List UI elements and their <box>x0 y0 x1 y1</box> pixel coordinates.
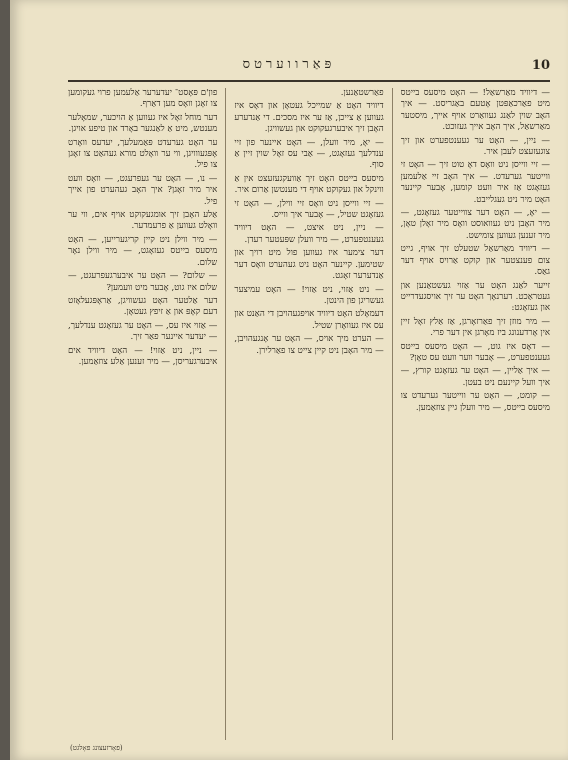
paragraph: דעמאָלט האָט דיוויד אויפגעהויבן די האַנט און עס איז געוואָרן שטיל. <box>234 309 384 331</box>
paragraph: — הערט מיך אויס, — האָט ער אָנגעהויבן, — מיר האָבן ניט קיין צייט צו פאַרלירן. <box>234 334 384 356</box>
column-left <box>68 88 217 740</box>
paragraph: ער האָט גערעדט פּאַמעלעך, יעדעס וואָרט אָפּגעווויגן, ווי ער וואָלט מורא געהאַט צו זאָגן צו פיל. <box>68 137 218 171</box>
paragraph: זייער לאַנג האָט ער אַזוי געשטאַנען און געטראַכט. דערנאָך האָט ער זיך אויסגעדרייט און געזאָגט: <box>400 280 550 314</box>
paragraph: דיוויד האָט אַ שמייכל געטאָן און דאָס איז געווען אַ צייכן, אַז ער איז מסכים. די אַנדערע האָבן זיך איבערגעקוקט און געשוויגן. <box>234 101 384 135</box>
paragraph: פון'ם פּאָסט־ יעדערער אַלעמען פרוי געקומען צו זאָגן וואָס מען דאַרף. <box>68 88 218 110</box>
paragraph: אַלע האָבן זיך אומגעקוקט אויף אים, ווי ער וואָלט געווען אַ פרעמדער. <box>68 210 218 232</box>
paragraph: — דאָס איז גוט, — האָט מיסעס בייטס געענטפערט, — אָבער ווער וועט עס טאָן? <box>400 341 550 363</box>
column-right <box>401 88 550 740</box>
text-columns <box>68 88 550 740</box>
newspaper-page <box>10 0 568 760</box>
page-number: 10 <box>531 58 550 73</box>
paragraph: — ניין, — האָט ער געענטפערט און זיך צוגעזעצט לעבן איר. <box>400 135 550 158</box>
paragraph: — איך אַליין, — האָט ער געזאָגט קורץ, — איך וועל קיינעם ניט בעטן. <box>400 366 550 388</box>
paragraph: — דיוויד מאַרשאַל! — האָט מיסעס בייטס מיט פאַרכאַפּטן אָטעם באַגריסט. — איך האָב שוין לאַנג געוואַרט אויף אייך, מיסטער מאַרשאַל, איך האָב אייך געזוכט. <box>400 88 550 133</box>
continuation-note: (פאָרזעצונג פאָלגט) <box>70 744 123 752</box>
running-title: פּאַרווערטס <box>242 57 336 72</box>
paragraph: — זיי ווייסן ניט וואָס זיי ווילן, — האָט זי געזאָגט שטיל, — אָבער איך ווייס. <box>234 198 384 221</box>
paragraph: — אַזוי איז עס, — האָט ער געזאָגט ענדלעך, — יעדער איינער פאַר זיך. <box>68 320 218 343</box>
column-divider <box>392 88 393 740</box>
paragraph: דער מוחל זאָל איז געווען אַ הויכער, שמאָלער מענטש, מיט אַ לאַנגער באָרד און טיפע אויגן. <box>68 112 218 135</box>
paragraph: — ניין, ניט אַזוי! — האָט דיוויד אים איבערגעריסן, — מיר זענען אַלע צוזאַמען. <box>68 345 218 367</box>
column-middle <box>234 88 383 740</box>
paragraph: — שלום? — האָט ער איבערגעפרעגט, — שלום איז גוט, אָבער מיט וועמען? <box>68 271 218 293</box>
paragraph: — נו, — האָט ער געפרעגט, — וואָס וועט איר מיר זאָגן? איך האָב געהערט פון אייך פיל. <box>68 173 218 207</box>
column-divider <box>225 88 226 740</box>
paragraph: — ניט אַזוי, ניט אַזוי! — האָט עמיצער געשריגן פון הינטן. <box>234 284 384 306</box>
paragraph: — מיר מוזן זיך פאַרזאָרגן, אַז אַלץ זאָל זיין אין אָרדענונג ביז מאָרגן אין דער פרי. <box>400 316 550 339</box>
paragraph: — יאָ, מיר וועלן, — האָט איינער פון זיי ענדלעך געזאָגט, — אַבי עס זאָל שוין זיין אַ סוף. <box>234 137 384 171</box>
paragraph: — קומט, — האָט ער ווייטער גערעדט צו מיסעס בייטס, — מיר וועלן גיין צוזאַמען. <box>400 391 550 413</box>
paragraph: — ניין, ניט איצט, — האָט דיוויד געענטפערט, — מיר וועלן שפּעטער רעדן. <box>234 223 384 245</box>
paragraph: פאַרשטאַנען. <box>340 88 384 98</box>
paragraph: מיסעס בייטס האָט זיך אַוועקגעזעצט אין אַ ווינקל און געקוקט אויף די מענטשן אַרום איר. <box>234 173 384 196</box>
header-rule <box>68 80 550 82</box>
paragraph: — זיי ווייסן ניט וואָס דאָ טוט זיך — האָט זי ווייטער גערעדט. — איך האָב זיי אַלעמען געזאָגט אַז איר וועט קומען, אָבער קיינער האָט מיר ניט געגלייבט. <box>400 160 550 205</box>
paragraph: דער אַלטער האָט געשוויגן, אַראָפּגעלאָזט דעם קאָפּ און אַ זיפץ געטאָן. <box>68 295 218 318</box>
paragraph: — דיוויד מאַרשאַל שטעלט זיך אויף, גייט צום פענצטער און קוקט אַרויס אויף דער גאַס. <box>400 244 550 278</box>
paragraph: — מיר ווילן ניט קיין קריגערייען, — האָט מיסעס בייטס געזאָגט, — מיר ווילן נאָר שלום. <box>68 234 218 268</box>
paragraph: דער צימער איז געווען פול מיט רויך און שטימען. קיינער האָט ניט געהערט וואָס דער אַנדערער זאָגט. <box>234 248 384 282</box>
paragraph: — יאָ, — האָט דער צווייטער געזאָגט, — מיר האָבן ניט געוואוסט וואָס מיר זאָלן טאָן, מיר זענען געווען צומישט. <box>400 208 550 241</box>
page-header <box>10 52 568 78</box>
